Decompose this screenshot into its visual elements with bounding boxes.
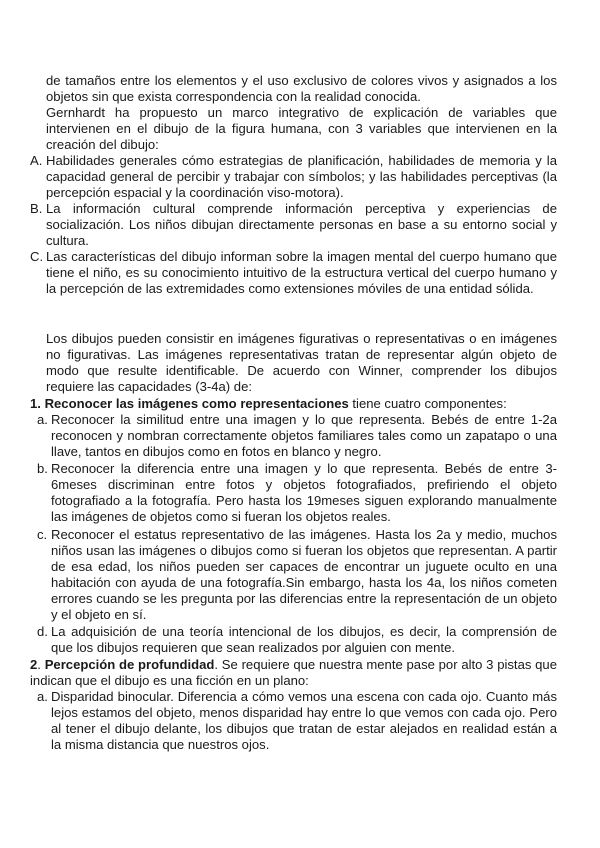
list-marker: c. xyxy=(37,527,48,542)
gernhardt-paragraph xyxy=(46,105,557,153)
paragraph-text: Gernhardt ha propuesto un marco integrativo de explicación de variables que intervienen en el dibujo de la figura humana, con 3 variables que intervienen en la creación del dibujo: xyxy=(46,105,557,153)
section-1-item-b xyxy=(51,461,557,525)
section-heading: Reconocer las imágenes como representaciones xyxy=(44,396,349,411)
list-item-text: Las características del dibujo informan sobre la imagen mental del cuerpo humano que tiene el niño, es su conocimiento intuitivo de la estructura vertical del cuerpo humano y la percepción de las extremidades como extensiones móviles de una entidad sólida. xyxy=(46,249,557,297)
section-1-item-d xyxy=(51,624,557,656)
section-number: 2 xyxy=(30,657,38,672)
list-item-text: La adquisición de una teoría intencional de los dibujos, es decir, la comprensión de que los dibujos requieren que sean realizados por alguien con mente. xyxy=(51,624,557,656)
list-marker: A. xyxy=(30,153,43,168)
list-item-text: La información cultural comprende información perceptiva y experiencias de socialización. Los niños dibujan directamente personas en base a su entorno social y cultura. xyxy=(46,201,557,249)
section-heading: Percepción de profundidad xyxy=(44,657,215,672)
section-heading-rest: tiene cuatro componentes: xyxy=(348,396,507,411)
section-2-paragraph xyxy=(30,657,557,689)
paragraph-text: de tamaños entre los elementos y el uso exclusivo de colores vivos y asignados a los objetos sin que exista correspondencia con la realidad conocida. xyxy=(46,73,557,105)
paragraph-text: Los dibujos pueden consistir en imágenes figurativas o representativas o en imágenes no figurativas. Las imágenes representativas tratan de representar algún objeto de modo que resulte identificable. De acuerdo con Winner, comprender los dibujos requiere las capacidades (3-4a) de: xyxy=(46,331,557,395)
list-item-text: Reconocer la diferencia entre una imagen y lo que representa. Bebés de entre 3-6meses discriminan entre fotos y objetos fotografiados, prefiriendo el objeto fotografiado a la fotografía. Pero hasta los 19meses siguen explorando manualmente las imágenes de objetos como si fueran los objetos reales. xyxy=(51,461,557,525)
list-marker: b. xyxy=(37,461,48,476)
list-marker: a. xyxy=(37,689,48,704)
section-1-heading-line xyxy=(30,396,557,412)
list-marker: a. xyxy=(37,412,48,427)
section-1-item-c xyxy=(51,527,557,624)
section-heading-rest: . Se requiere que nuestra mente pase por alto 3 pistas que indican que el dibujo es una ficción en un plano: xyxy=(30,657,557,689)
list-marker: B. xyxy=(30,201,43,216)
list-item-text: Reconocer el estatus representativo de las imágenes. Hasta los 2a y medio, muchos niños usan las imágenes o dibujos como si fueran los objetos que representan. A partir de esa edad, los niños pueden ser capaces de encontrar un juguete oculto en una habitación con ayuda de una fotografía.Sin embargo, hasta los 4a, los niños cometen errores cuando se les pregunta por las diferencias entre la representación de un objeto y el objeto en sí. xyxy=(51,527,557,623)
variable-item-c xyxy=(46,249,557,297)
section-1-item-a xyxy=(51,412,557,460)
list-item-text: Habilidades generales cómo estrategias de planificación, habilidades de memoria y la capacidad general de percibir y trabajar con símbolos; y las habilidades perceptivas (la percepción espacial y la coordinación viso-motora). xyxy=(46,153,557,201)
section-number-dot: . xyxy=(37,657,45,672)
variable-item-b xyxy=(46,201,557,249)
section-number: 1. xyxy=(30,396,41,411)
list-item-text: Disparidad binocular. Diferencia a cómo vemos una escena con cada ojo. Cuanto más lejos estamos del objeto, menos disparidad hay entre lo que vemos con cada ojo. Pero al tener el dibujo delante, los dibujos que tratan de estar alejados en realidad están a la misma distancia que nuestros ojos. xyxy=(51,689,557,753)
list-marker: C. xyxy=(30,249,44,264)
variable-item-a xyxy=(46,153,557,201)
list-marker: d. xyxy=(37,624,48,639)
winner-paragraph xyxy=(46,331,557,395)
section-2-item-a xyxy=(51,689,557,753)
list-item-text: Reconocer la similitud entre una imagen y lo que representa. Bebés de entre 1-2a reconocen y nombran correctamente objetos familiares tales como un zapatapo o una llave, tantos en dibujos como en fotos en blanco y negro. xyxy=(51,412,557,460)
intro-continued-paragraph xyxy=(46,73,557,105)
